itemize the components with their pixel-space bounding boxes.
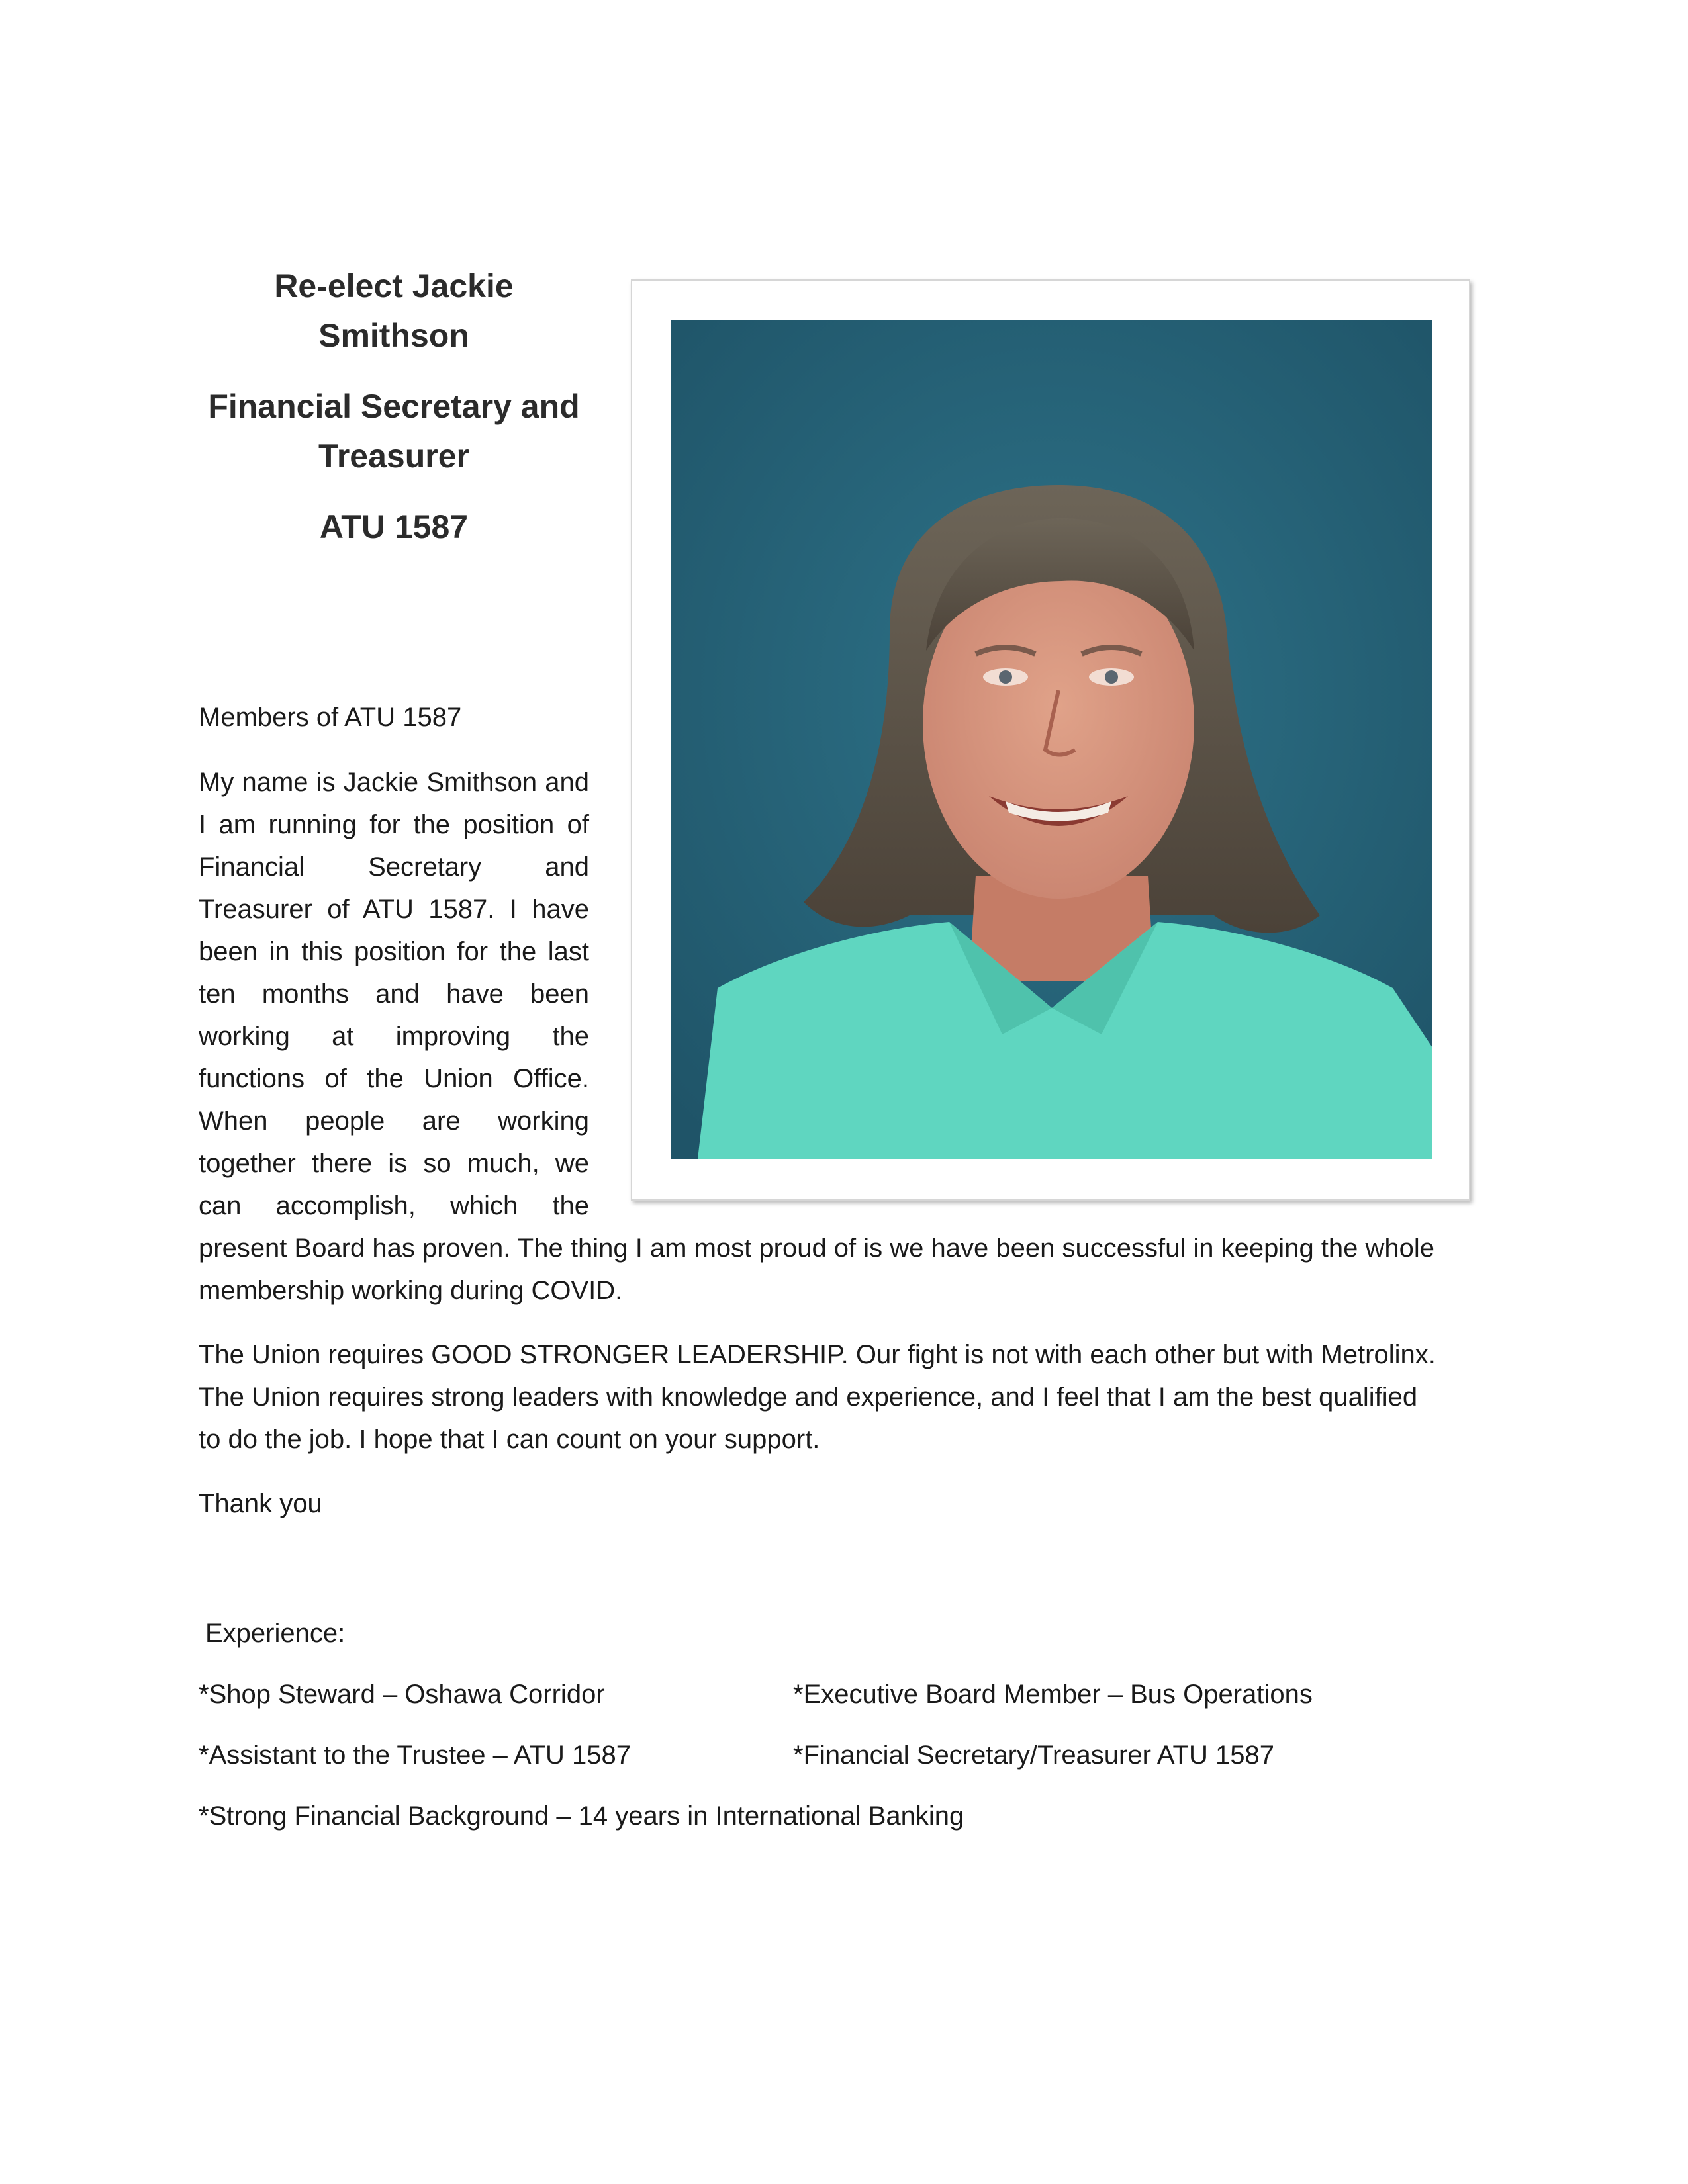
- flyer-header: [199, 261, 589, 552]
- paragraph-line: to do the job. I hope that I can count on your support.: [199, 1425, 820, 1454]
- header-union-local: ATU 1587: [319, 508, 469, 545]
- experience-item: *Assistant to the Trustee – ATU 1587: [199, 1741, 631, 1770]
- letter-paragraph-1-narrow: [199, 761, 589, 1227]
- letter-paragraph-2: [199, 1334, 1488, 1461]
- experience-item: *Executive Board Member – Bus Operations: [793, 1680, 1313, 1709]
- paragraph-line: been in this position for the last: [199, 937, 589, 966]
- experience-item: *Shop Steward – Oshawa Corridor: [199, 1680, 605, 1709]
- paragraph-line: present Board has proven. The thing I am most proud of is we have been successful in keeping the whole: [199, 1234, 1435, 1263]
- candidate-portrait-image: [671, 320, 1432, 1159]
- paragraph-line: I am running for the position of: [199, 810, 589, 839]
- paragraph-line: When people are working: [199, 1107, 589, 1136]
- header-position-line-2: Treasurer: [318, 437, 469, 475]
- paragraph-line: together there is so much, we: [199, 1149, 589, 1178]
- paragraph-line: can accomplish, which the: [199, 1191, 589, 1220]
- paragraph-1-wide-line-2: [199, 1269, 1488, 1312]
- paragraph-line: working at improving the: [199, 1022, 589, 1051]
- paragraph-line: Financial Secretary and: [199, 852, 589, 882]
- experience-item: *Financial Secretary/Treasurer ATU 1587: [793, 1741, 1274, 1770]
- header-title-line-1: Re-elect Jackie: [274, 267, 514, 304]
- paragraph-line: My name is Jackie Smithson and: [199, 768, 589, 797]
- greeting-line: Members of ATU 1587: [199, 703, 462, 732]
- paragraph-line: membership working during COVID.: [199, 1276, 623, 1305]
- paragraph-line: ten months and have been: [199, 979, 589, 1009]
- header-title-line-2: Smithson: [318, 317, 469, 354]
- experience-item: *Strong Financial Background – 14 years in International Banking: [199, 1801, 964, 1831]
- experience-heading: Experience:: [205, 1619, 346, 1648]
- header-position-line-1: Financial Secretary and: [208, 388, 580, 425]
- paragraph-line: Treasurer of ATU 1587. I have: [199, 895, 589, 924]
- candidate-photo-frame: [631, 279, 1470, 1201]
- paragraph-line: The Union requires strong leaders with knowledge and experience, and I feel that I am the best qualified: [199, 1383, 1418, 1412]
- paragraph-1-wide-line-1: [199, 1227, 1488, 1269]
- candidate-photo: [671, 320, 1432, 1159]
- paragraph-line: functions of the Union Office.: [199, 1064, 589, 1093]
- paragraph-line: The Union requires GOOD STRONGER LEADERSHIP. Our fight is not with each other but with Metrolinx.: [199, 1340, 1436, 1369]
- closing-line: Thank you: [199, 1489, 322, 1518]
